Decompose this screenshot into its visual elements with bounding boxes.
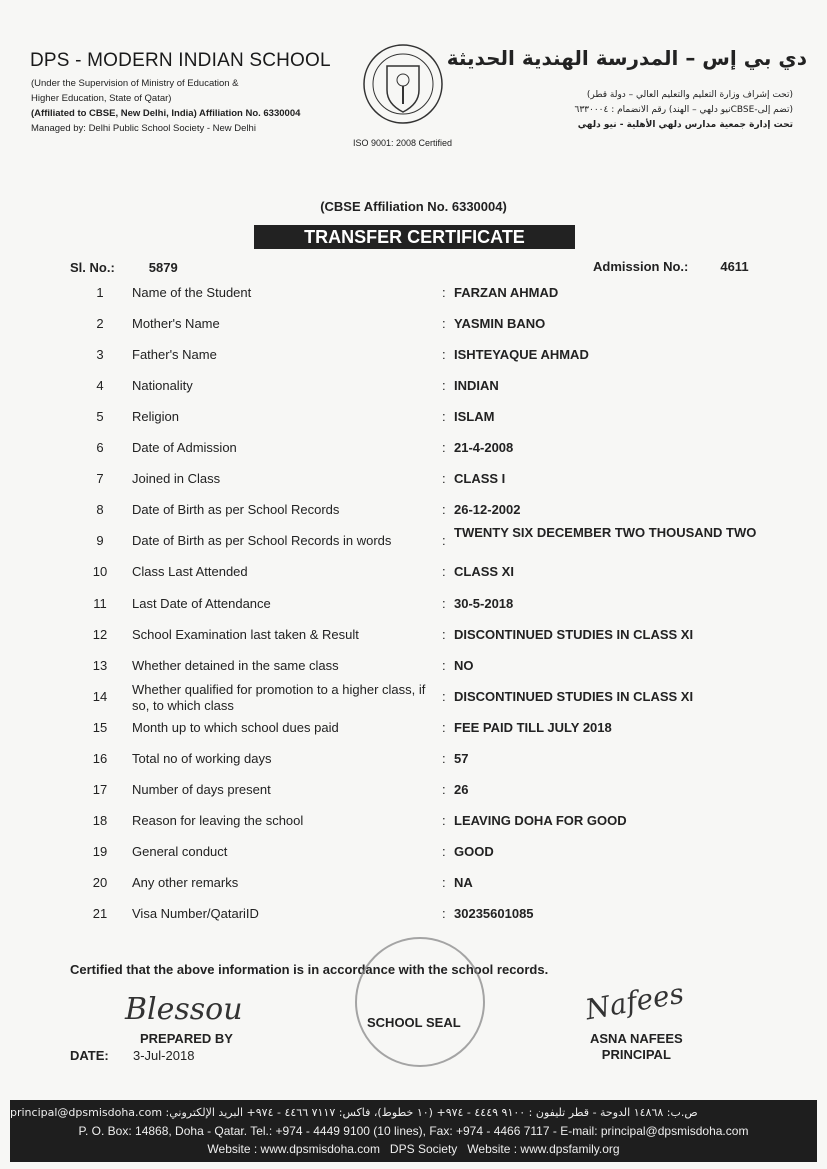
field-label: Class Last Attended: [132, 564, 248, 580]
prepared-by-label: PREPARED BY: [140, 1031, 233, 1046]
field-colon: :: [442, 688, 446, 704]
cbse-affiliation: (CBSE Affiliation No. 6330004): [320, 199, 507, 214]
date-value: 3-Jul-2018: [133, 1048, 195, 1063]
field-number: 3: [96, 347, 104, 363]
field-value: DISCONTINUED STUDIES IN CLASS XI: [454, 626, 694, 642]
field-row: [0, 309, 827, 337]
subtitle-line: تحت إدارة جمعية مدارس دلهي الأهلية - نيو دلهي: [577, 120, 793, 130]
field-colon: :: [442, 843, 446, 859]
field-label: Date of Birth as per School Records: [132, 502, 340, 518]
field-number: 17: [92, 781, 108, 797]
field-label: Date of Birth as per School Records in words: [132, 533, 392, 549]
field-number: 20: [92, 874, 108, 890]
field-value: YASMIN BANO: [454, 316, 546, 332]
field-value: CLASS XI: [454, 564, 514, 580]
field-label: Last Date of Attendance: [132, 595, 271, 611]
field-row: [0, 651, 827, 679]
field-number: 16: [92, 750, 108, 766]
field-colon: :: [442, 750, 446, 766]
field-value: 21-4-2008: [454, 440, 514, 456]
field-colon: :: [442, 564, 446, 580]
field-colon: :: [442, 874, 446, 890]
subtitle-line: Higher Education, State of Qatar): [31, 93, 172, 104]
field-label: Mother's Name: [132, 316, 220, 332]
field-row: [0, 526, 827, 554]
field-value: LEAVING DOHA FOR GOOD: [454, 812, 627, 828]
field-value: 57: [454, 750, 469, 766]
field-value: ISLAM: [454, 409, 495, 425]
field-number: 21: [92, 906, 108, 921]
field-value: DISCONTINUED STUDIES IN CLASS XI: [454, 688, 694, 704]
certification-statement: Certified that the above information is in accordance with the school records.: [70, 962, 549, 977]
admission-number: [593, 259, 749, 274]
field-value: ISHTEYAQUE AHMAD: [454, 347, 589, 363]
field-value: INDIAN: [454, 378, 499, 394]
field-label: Religion: [132, 409, 179, 425]
preparer-signature: Blessou: [125, 992, 243, 1027]
field-label: Total no of working days: [132, 750, 272, 766]
field-row: [0, 464, 827, 492]
subtitle-line: (Under the Supervision of Ministry of Education &: [31, 78, 239, 89]
field-value: 30235601085: [454, 906, 534, 921]
subtitle-line: (تحت إشراف وزارة التعليم والتعليم العالي – دولة قطر): [586, 90, 793, 100]
field-row: [0, 899, 827, 927]
field-colon: :: [442, 440, 446, 456]
field-label: Number of days present: [132, 781, 271, 797]
field-value: 30-5-2018: [454, 595, 514, 611]
footer-contact: [10, 1100, 817, 1162]
field-number: 9: [96, 533, 104, 549]
field-row: [0, 557, 827, 585]
field-row: [0, 744, 827, 772]
field-colon: :: [442, 719, 446, 735]
footer-address-line: P. O. Box: 14868, Doha - Qatar. Tel.: +974 - 4449 9100 (10 lines), Fax: +974 - 4466 7117 - E-mail: principal@dpsmisdoha.com: [78, 1124, 749, 1138]
field-colon: :: [442, 316, 446, 332]
field-colon: :: [442, 285, 446, 300]
field-number: 1: [96, 285, 104, 300]
field-colon: :: [442, 471, 446, 487]
footer-website-line: Website : www.dpsmisdoha.com DPS Society Website : www.dpsfamily.org: [207, 1142, 620, 1156]
admission-label: Admission No.:: [593, 259, 689, 274]
school-seal-stamp: [355, 937, 485, 1067]
field-row: [0, 806, 827, 834]
field-value: NA: [454, 874, 473, 890]
field-value: FEE PAID TILL JULY 2018: [454, 719, 612, 735]
field-label: Visa Number/QatariID: [132, 906, 259, 921]
field-number: 18: [92, 812, 108, 828]
field-colon: :: [442, 378, 446, 394]
school-name-english: DPS - MODERN INDIAN SCHOOL: [30, 50, 331, 71]
field-value: CLASS I: [454, 471, 506, 487]
school-seal-label: SCHOOL SEAL: [367, 1015, 461, 1030]
field-number: 12: [92, 626, 108, 642]
field-label: Whether detained in the same class: [132, 657, 339, 673]
field-row: [0, 713, 827, 741]
school-subtitle-english: [31, 76, 300, 136]
field-colon: :: [442, 595, 446, 611]
serial-number: [70, 260, 178, 275]
field-colon: :: [442, 502, 446, 518]
field-row: [0, 620, 827, 648]
field-label: Whether qualified for promotion to a higher class, if so, to which class: [132, 681, 426, 713]
field-colon: :: [442, 781, 446, 797]
field-number: 2: [96, 316, 104, 332]
field-row: [0, 681, 827, 713]
field-row: [0, 433, 827, 461]
school-name-arabic: دي بي إس – المدرسة الهندية الحديثة: [446, 46, 807, 70]
principal-name: ASNA NAFEES: [590, 1031, 683, 1046]
field-row: [0, 775, 827, 803]
field-row: [0, 495, 827, 523]
document-title: TRANSFER CERTIFICATE: [254, 225, 575, 249]
subtitle-line: (Affiliated to CBSE, New Delhi, India) Affiliation No. 6330004: [31, 108, 301, 119]
field-row: [0, 837, 827, 865]
field-number: 19: [92, 843, 108, 859]
subtitle-line: (تضم إلى-CBSEنيو دلهي – الهند) رقم الانضمام : ٦٣٣٠٠٠٤: [574, 105, 793, 115]
field-number: 8: [96, 502, 104, 518]
field-colon: :: [442, 626, 446, 642]
field-value: FARZAN AHMAD: [454, 285, 559, 300]
field-number: 4: [96, 378, 104, 394]
field-value: 26-12-2002: [454, 502, 521, 518]
field-label: Father's Name: [132, 347, 217, 363]
field-label: Name of the Student: [132, 285, 252, 300]
field-label: Joined in Class: [132, 471, 221, 487]
admission-value: 4611: [720, 259, 749, 274]
field-colon: :: [442, 533, 446, 549]
field-number: 10: [92, 564, 108, 580]
serial-label: Sl. No.:: [70, 260, 115, 275]
field-number: 13: [92, 657, 108, 673]
school-logo-icon: [362, 42, 444, 130]
field-label: Nationality: [132, 378, 193, 394]
field-label: Any other remarks: [132, 874, 239, 890]
field-number: 6: [96, 440, 104, 456]
field-label: School Examination last taken & Result: [132, 626, 359, 642]
date-label: DATE:: [70, 1048, 109, 1063]
field-colon: :: [442, 657, 446, 673]
field-row: [0, 340, 827, 368]
field-value: TWENTY SIX DECEMBER TWO THOUSAND TWO: [454, 525, 757, 541]
field-value: GOOD: [454, 843, 494, 859]
field-colon: :: [442, 409, 446, 425]
field-row: [0, 589, 827, 617]
field-row: [0, 868, 827, 896]
field-number: 5: [96, 409, 104, 425]
field-colon: :: [442, 347, 446, 363]
field-label: Month up to which school dues paid: [132, 719, 339, 735]
school-subtitle-arabic: [575, 88, 794, 133]
principal-signature: Nafees: [582, 976, 687, 1027]
field-value: NO: [454, 657, 474, 673]
field-label: General conduct: [132, 843, 228, 859]
field-number: 7: [96, 471, 104, 487]
field-number: 11: [93, 595, 107, 611]
principal-title: PRINCIPAL: [601, 1047, 671, 1062]
field-colon: :: [442, 906, 446, 921]
field-row: [0, 371, 827, 399]
field-number: 14: [92, 688, 108, 704]
field-number: 15: [92, 719, 108, 735]
field-row: [0, 402, 827, 430]
field-value: 26: [454, 781, 469, 797]
field-label: Date of Admission: [132, 440, 237, 456]
footer-arabic-line: ص.ب: ١٤٨٦٨ الدوحة - قطر تليفون : ٩١٠٠ ٤٤٤٩ - ٩٧٤+ (١٠ خطوط)، فاكس: ٧١١٧ ٤٤٦٦ - ٩٧٤+ البريد الإلكتروني: principal@dpsmisdoha.com: [10, 1106, 698, 1119]
serial-value: 5879: [148, 260, 178, 275]
field-colon: :: [442, 812, 446, 828]
subtitle-line: Managed by: Delhi Public School Society - New Delhi: [31, 123, 256, 134]
field-label: Reason for leaving the school: [132, 812, 304, 828]
principal-block: [590, 1031, 683, 1063]
iso-certification: ISO 9001: 2008 Certified: [353, 138, 453, 148]
field-row: [0, 278, 827, 306]
